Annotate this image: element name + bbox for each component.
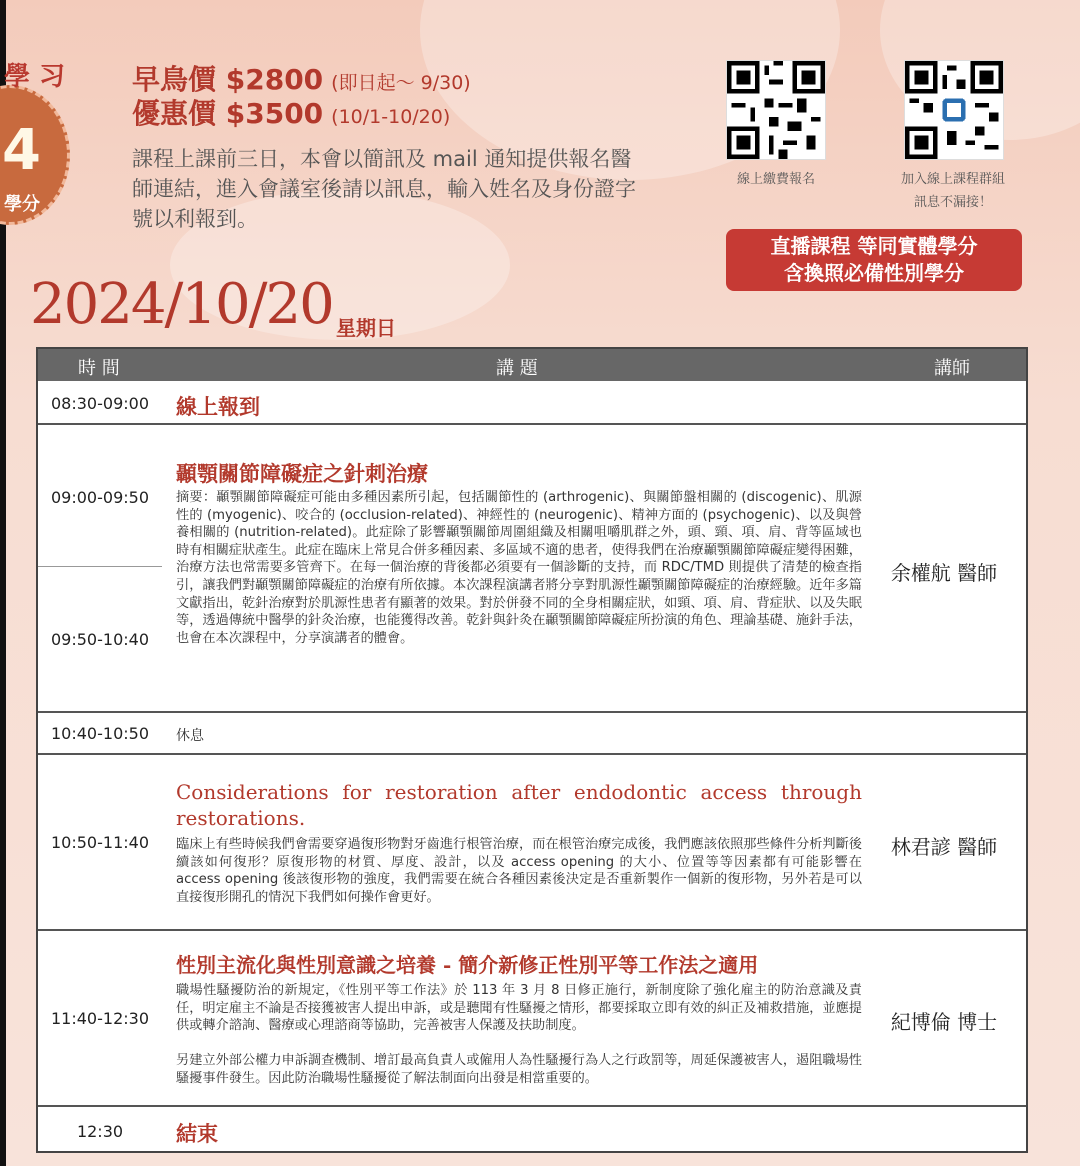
discount-price [132,92,450,132]
table-header [38,349,1026,381]
row-title: 休息 [176,728,204,744]
row-speaker: 林君諺 醫師 [890,835,998,859]
discount-label: 優惠價 $3500 [132,97,324,130]
schedule-table [36,347,1028,1153]
payment-qr-code[interactable] [726,60,826,160]
row-time: 10:50-11:40 [51,833,149,852]
early-bird-label: 早鳥價 $2800 [132,63,324,96]
event-weekday: 星期日 [336,316,396,340]
row-divider [38,1105,1026,1107]
time-subdivider [38,566,162,567]
row-divider [38,423,1026,425]
row-divider [38,711,1026,713]
row-title: 性別主流化與性別意識之培養 - 簡介新修正性別平等工作法之適用 [176,953,759,977]
row-title: 線上報到 [176,394,260,419]
row-time: 09:00-09:50 [51,488,149,507]
row-time: 08:30-09:00 [51,394,149,413]
discount-note: (10/1-10/20) [331,106,451,128]
row-abstract: 臨床上有些時候我們會需要穿過復形物對牙齒進行根管治療，而在根管治療完成後，我們應該依照那些條件分析判斷後續該如何復形？原復形物的材質、厚度、設計，以及 access opening 的大小、位置等等因素都有可能影響在 access opening 後該復形物的強度，我們需要在統合各種因素後決定是否重新製作一個新的復形物，另外若是可以直接復形開孔的情況下我們如何操作會更好。 [176,837,862,905]
live-banner-line-2: 含換照必備性別學分 [784,261,964,285]
line-group-caption-2: 訊息不漏接！ [913,195,992,210]
row-time: 11:40-12:30 [51,1009,149,1028]
header-time: 時 間 [78,358,120,379]
live-course-banner [726,229,1022,291]
row-title: 顳顎關節障礙症之針刺治療 [176,461,428,486]
event-date: 2024/10/20 [30,272,333,337]
header-topic: 講 題 [496,358,538,379]
registration-notice: 課程上課前三日，本會以簡訊及 mail 通知提供報名醫師連結，進入會議室後請以訊息，輸入姓名及身份證字號以利報到。 [132,147,636,231]
row-abstract: 摘要：顳顎關節障礙症可能由多種因素所引起，包括關節性的 (arthrogenic)、與關節盤相關的 (discogenic)、肌源性的 (myogenic)、咬合的 (occlusion-related)、神經性的 (neurogenic)、精神方面的 (psychogenic)、以及與營養相關的 (nutrition-related)。此症除了影響顳顎關節周圍組織及相關咀嚼肌群之外，頭、頸、項、肩、背等區域也時有相關症狀產生。此症在臨床上常見合併多種因素、多區域不適的患者，使得我們在治療顳顎關節障礙症變得困難，治療方法也常需要多管齊下。在每一個治療的背後都必須要有一個診斷的支持，而 RDC/TMD 則提供了清楚的檢查指引，讓我們對顳顎關節障礙症的治療有所依據。本次課程演講者將分享對肌源性顳顎關節障礙症的治療經驗。近年多篇文獻指出，乾針治療對於肌源性患者有顯著的效果。對於併發不同的全身相關症狀，如頸、項、肩、背症狀、以及失眠等，透過傳統中醫學的針灸治療，也能獲得改善。乾針與針灸在顳顎關節障礙症所扮演的角色、理論基礎、施針手法，也會在本次課程中，分享演講者的體會。 [176,490,862,646]
row-time: 09:50-10:40 [51,630,149,649]
row-divider [38,929,1026,931]
row-abstract: 職場性騷擾防治的新規定，《性別平等工作法》於 113 年 3 月 8 日修正施行，新制度除了強化雇主的防治意識及責任，明定雇主不論是否接獲被害人提出申訴，或是聽聞有性騷擾之情形，都要採取立即有效的糾正及補救措施，並應提供或轉介諮詢、醫療或心理諮商等協助，完善被害人保護及扶助制度。 [176,983,862,1034]
row-title: Considerations for restoration after endodontic access through restorations. [176,780,862,830]
early-bird-note: (即日起～ 9/30) [331,72,471,94]
row-speaker: 紀博倫 博士 [890,1010,998,1034]
row-time: 10:40-10:50 [51,724,149,743]
line-group-qr-code[interactable] [904,60,1004,160]
row-divider [38,753,1026,755]
line-group-caption-1: 加入線上課程群組 [900,172,1005,187]
payment-qr-caption: 線上繳費報名 [736,172,815,187]
badge-bottom-text: 學分 [4,194,40,215]
live-banner-line-1: 直播課程 等同實體學分 [770,234,978,258]
row-speaker: 余權航 醫師 [890,561,998,585]
badge-top-text: 學 习 [4,62,66,92]
header-speaker: 講師 [934,358,970,379]
row-title: 結束 [176,1121,218,1146]
badge-number: 4 [2,118,41,183]
row-abstract: 另建立外部公權力申訴調查機制、增訂最高負責人或僱用人為性騷擾行為人之行政罰等，周延保護被害人，遏阻職場性騷擾事件發生。因此防治職場性騷擾從了解法制面向出發是相當重要的。 [176,1053,862,1086]
row-time: 12:30 [76,1122,124,1141]
